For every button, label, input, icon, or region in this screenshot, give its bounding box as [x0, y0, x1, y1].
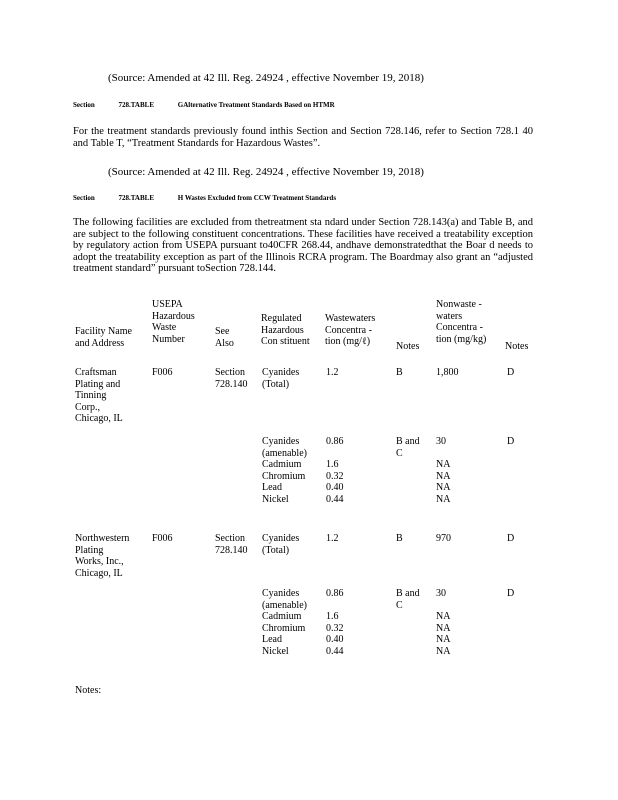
nonwastewater-value: 1,800: [436, 367, 459, 378]
header-nonwastewaters: Nonwaste - waters Concentra - tion (mg/kg): [436, 299, 487, 345]
facility-name: Northwestern Plating Works, Inc., Chicago, IL: [75, 533, 130, 579]
constituent: Cyanides (Total): [262, 533, 300, 556]
header-notes-2: Notes: [505, 341, 529, 352]
waste-number: F006: [152, 533, 173, 544]
paragraph-table-g: For the treatment standards previously found inthis Section and Section 728.146, refer to Section 728.1 40 and Table T, “Treatment Standards for Hazardous Wastes”.: [73, 126, 533, 149]
section-title: H Wastes Excluded from CCW Treatment Standards: [177, 194, 337, 202]
header-notes-1: Notes: [396, 341, 420, 352]
header-facility: Facility Name and Address: [75, 326, 132, 349]
see-also: Section 728.140: [215, 367, 248, 390]
notes-1: B and C: [396, 588, 420, 611]
constituent: Cyanides (Total): [262, 367, 300, 390]
wastewater-values: 0.86 1.6 0.32 0.40 0.44: [326, 588, 344, 657]
source-note-1: (Source: Amended at 42 Ill. Reg. 24924 , effective November 19, 2018): [108, 72, 424, 84]
notes-2: D: [507, 588, 515, 599]
header-constituent: Regulated Hazardous Con stituent: [261, 313, 310, 348]
section-label: Section: [73, 194, 95, 202]
section-title: GAlternative Treatment Standards Based on HTMR: [177, 101, 335, 109]
notes-1: B: [396, 367, 403, 378]
waste-number: F006: [152, 367, 173, 378]
source-note-2: (Source: Amended at 42 Ill. Reg. 24924 , effective November 19, 2018): [108, 166, 424, 178]
constituent-list: Cyanides (amenable) Cadmium Chromium Lead Nickel: [262, 436, 307, 505]
notes-label: Notes:: [75, 685, 102, 696]
nonwastewater-values: 30 NA NA NA NA: [436, 436, 451, 505]
nonwastewater-value: 970: [436, 533, 451, 544]
paragraph-table-h: The following facilities are excluded from thetreatment sta ndard under Section 728.143(a) and Table B, and are subject to the following constituent concentrations. These facilities have received a treatability exception by regulatory action from USEPA pursuant to40CFR 268.44, andhave demonstratedthat the Boar d needs to adopt the treatability exception as part of the Illinois RCRA program. The Boardmay also grant an “adjusted treatment standard” pursuant toSection 728.144.: [73, 217, 533, 274]
header-usepa-number: USEPA Hazardous Waste Number: [152, 299, 195, 345]
constituent-list: Cyanides (amenable) Cadmium Chromium Lead Nickel: [262, 588, 307, 657]
section-g-heading: [73, 101, 335, 109]
header-wastewaters: Wastewaters Concentra - tion (mg/ℓ): [325, 313, 376, 348]
facility-name: Craftsman Plating and Tinning Corp., Chicago, IL: [75, 367, 123, 425]
section-number: 728.TABLE: [118, 101, 154, 109]
nonwastewater-values: 30 NA NA NA NA: [436, 588, 451, 657]
notes-2: D: [507, 367, 515, 378]
see-also: Section 728.140: [215, 533, 248, 556]
wastewater-value: 1.2: [326, 533, 339, 544]
wastewater-value: 1.2: [326, 367, 339, 378]
section-number: 728.TABLE: [118, 194, 154, 202]
wastewater-values: 0.86 1.6 0.32 0.40 0.44: [326, 436, 344, 505]
section-h-heading: [73, 194, 336, 202]
header-see-also: See Also: [215, 326, 234, 349]
notes-2: D: [507, 533, 515, 544]
notes-1: B and C: [396, 436, 420, 459]
section-label: Section: [73, 101, 95, 109]
notes-1: B: [396, 533, 403, 544]
notes-2: D: [507, 436, 515, 447]
